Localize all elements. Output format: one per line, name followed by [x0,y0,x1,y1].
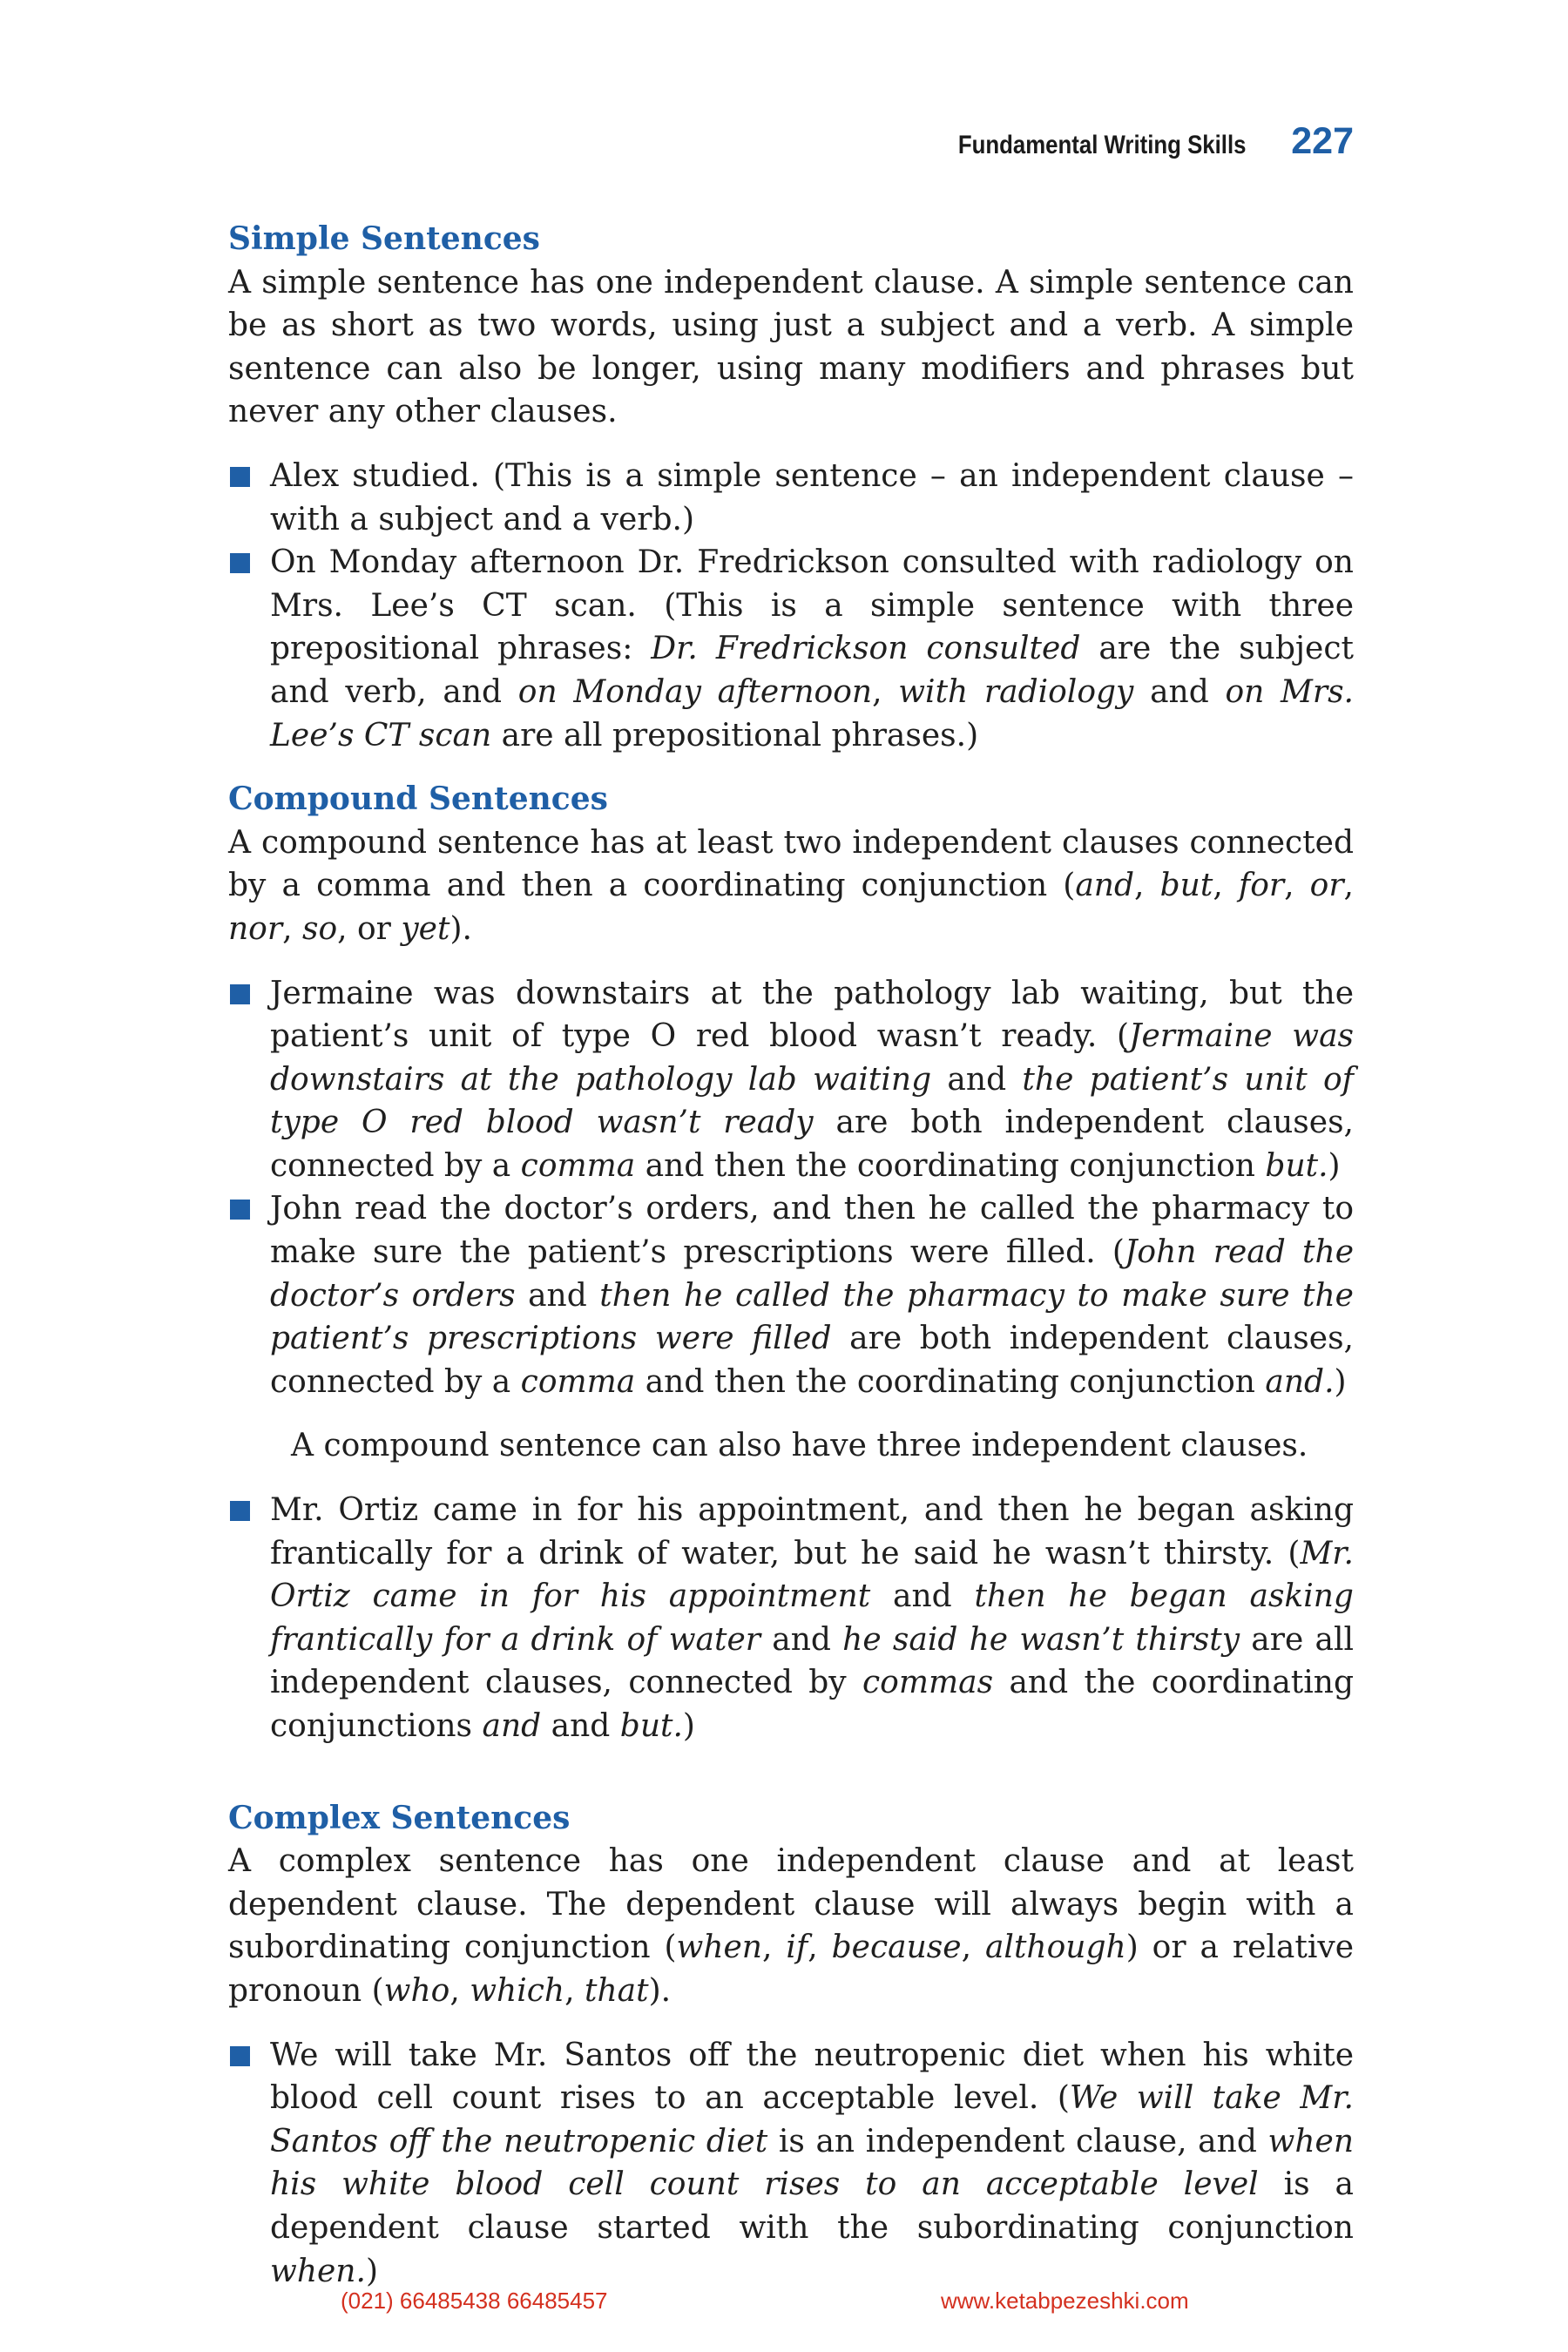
section-heading-compound: Compound Sentences [228,781,608,818]
list-item [228,1187,1354,1403]
paragraph-compound-intro: A compound sentence has at least two independent clauses connected by a comma and then a coordinating conjunction (and, but, for, or, nor, so, or yet). [228,824,1354,947]
paragraph-simple-intro: A simple sentence has one independent clause. A simple sentence can be as short as two words, using just a subject and a verb. A simple sentence can also be longer, using many modifiers and phrases but never any other clauses. [228,264,1354,430]
list-item [228,2034,1354,2294]
list-item [228,455,1354,541]
footer-phone: (021) 66485438 66485457 [341,2288,608,2314]
list-item-text: On Monday afternoon Dr. Fredrickson consulted with radiology on Mrs. Lee’s CT scan. (This is a simple sentence with three prepositional phrases: Dr. Fredrickson consulted are the subject and verb, and on Monday afternoon, with radiology and on Mrs. Lee’s CT scan are all prepositional phrases.) [270,544,1355,754]
running-head: Fundamental Writing Skills [957,131,1247,159]
square-bullet-icon [230,984,250,1004]
section-heading-complex: Complex Sentences [228,1799,571,1836]
list-item-text: Alex studied. (This is a simple sentence – an independent clause – with a subject and a verb.) [270,457,1354,537]
list-item-text: John read the doctor’s orders, and then he called the pharmacy to make sure the patient’s prescriptions were filled. (John read the doctor’s orders and then he called the pharmacy to make sure the patient’s prescriptions were filled are both independent clauses, connected by a comma and then the coordinating conjunction and.) [270,1191,1355,1400]
footer-url[interactable]: www.ketabpezeshki.com [941,2288,1189,2314]
square-bullet-icon [230,2046,250,2066]
square-bullet-icon [230,1501,250,1521]
bullet-list-compound-three [228,1489,1354,1748]
bullet-list-simple [228,455,1354,757]
square-bullet-icon [230,553,250,573]
list-item [228,541,1354,757]
square-bullet-icon [230,1200,250,1220]
page-body [228,218,1354,2310]
list-item-text: Mr. Ortiz came in for his appointment, and then he began asking frantically for a drink of water, but he said he wasn’t thirsty. (Mr. Ortiz came in for his appointment and then he began asking frantically for a drink of water and he said he wasn’t thirsty are all independent clauses, connected by commas and the coordinating conjunctions and and but.) [270,1492,1354,1744]
list-item-text: We will take Mr. Santos off the neutropenic diet when his white blood cell count rises to an acceptable level. (We will take Mr. Santos off the neutropenic diet is an independent clause, and when his white blood cell count rises to an acceptable level is a dependent clause started with the subordinating conjunction when.) [270,2037,1355,2289]
page-header [911,120,1354,163]
paragraph-compound-note: A compound sentence can also have three independent clauses. [291,1428,1308,1464]
bullet-list-compound [228,972,1354,1404]
square-bullet-icon [230,467,250,487]
list-item-text: Jermaine was downstairs at the pathology lab waiting, but the patient’s unit of type O red blood wasn’t ready. (Jermaine was downstairs at the pathology lab waiting and the patient’s unit of type O red blood wasn’t ready are both independent clauses, connected by a comma and then the coordinating conjunction but.) [270,975,1355,1184]
section-heading-simple: Simple Sentences [228,220,540,257]
bullet-list-complex [228,2034,1354,2294]
paragraph-complex-intro: A complex sentence has one independent clause and at least dependent clause. The dependent clause will always begin with a subordinating conjunction (when, if, because, although) or a relative pronoun (who, which, that). [228,1843,1355,2009]
page-footer [0,2288,1568,2322]
page-number: 227 [1291,120,1354,162]
list-item [228,972,1354,1188]
list-item [228,1489,1354,1748]
